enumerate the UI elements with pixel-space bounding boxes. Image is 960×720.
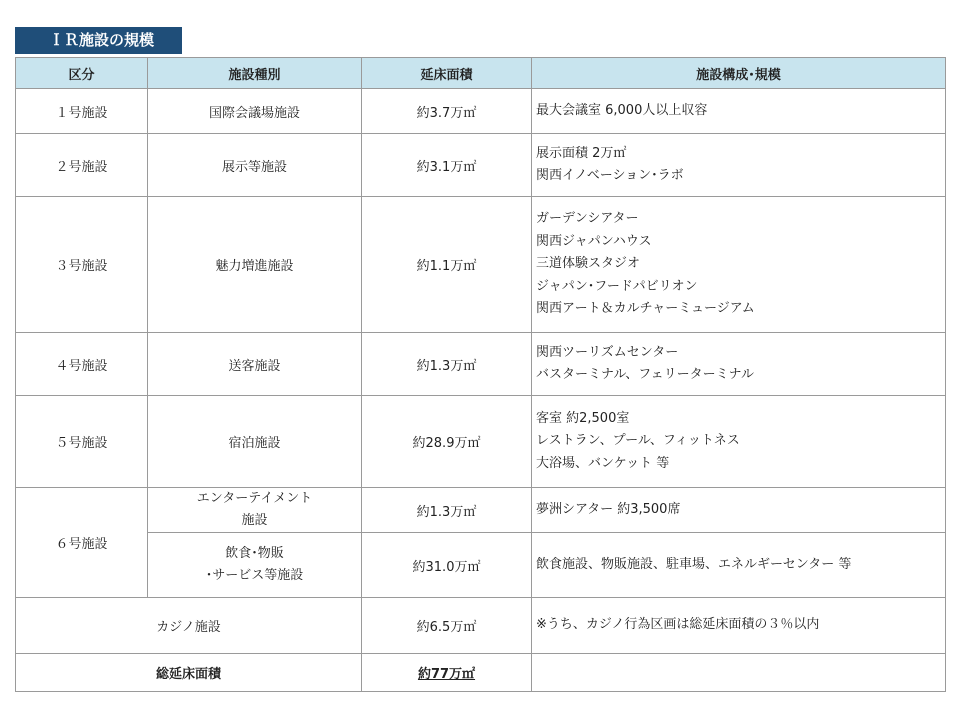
table-row [16, 89, 946, 134]
table-row [16, 598, 946, 654]
facility-scale-table [15, 57, 946, 692]
detail-line: ジャパン･フードパビリオン [536, 278, 698, 294]
area-cell: 約1.3万㎡ [362, 488, 532, 533]
detail-line: バスターミナル、フェリーターミナル [536, 367, 755, 382]
page-title: ＩＲ施設の規模 [15, 27, 182, 54]
detail-line: 大浴場、バンケット 等 [536, 455, 670, 471]
detail-line: 最大会議室 6,000人以上収容 [536, 102, 708, 118]
detail-cell [532, 396, 946, 488]
header-detail: 施設構成･規模 [532, 58, 946, 89]
empty-cell [532, 654, 946, 692]
kubun-cell: ３号施設 [16, 197, 148, 333]
total-label-cell: 総延床面積 [16, 654, 362, 692]
detail-line: 関西ジャパンハウス [536, 233, 652, 249]
detail-line: 夢洲シアター 約3,500席 [536, 501, 681, 517]
area-cell: 約1.1万㎡ [362, 197, 532, 333]
total-area-cell [362, 654, 532, 692]
shubetsu-cell: 展示等施設 [148, 134, 362, 197]
table-header-row [16, 58, 946, 89]
detail-line: 三道体験スタジオ [536, 256, 641, 272]
shubetsu-line: エンターテイメント [196, 491, 313, 506]
area-cell: 約1.3万㎡ [362, 333, 532, 396]
casino-label-cell: カジノ施設 [16, 598, 362, 654]
table-row [16, 396, 946, 488]
detail-line: 客室 約2,500室 [536, 410, 630, 426]
shubetsu-cell: 魅力増進施設 [148, 197, 362, 333]
shubetsu-cell [148, 488, 362, 533]
table-row [16, 197, 946, 333]
header-kubun: 区分 [16, 58, 148, 89]
header-area: 延床面積 [362, 58, 532, 89]
area-cell: 約31.0万㎡ [362, 533, 532, 598]
table-row [16, 134, 946, 197]
area-cell: 約28.9万㎡ [362, 396, 532, 488]
shubetsu-line: 施設 [241, 513, 268, 528]
detail-line: 関西イノベーション･ラボ [536, 168, 684, 183]
detail-cell [532, 197, 946, 333]
area-cell: 約6.5万㎡ [362, 598, 532, 654]
detail-cell [532, 533, 946, 598]
detail-cell [532, 333, 946, 396]
detail-cell [532, 134, 946, 197]
shubetsu-cell: 送客施設 [148, 333, 362, 396]
kubun-cell: １号施設 [16, 89, 148, 134]
header-shubetsu: 施設種別 [148, 58, 362, 89]
table-row [16, 333, 946, 396]
detail-line: 関西アート＆カルチャーミュージアム [536, 301, 755, 317]
shubetsu-cell: 国際会議場施設 [148, 89, 362, 134]
area-cell: 約3.7万㎡ [362, 89, 532, 134]
detail-cell [532, 598, 946, 654]
detail-line: ガーデンシアター [536, 211, 639, 227]
kubun-cell: ５号施設 [16, 396, 148, 488]
kubun-cell: ４号施設 [16, 333, 148, 396]
kubun-cell: ２号施設 [16, 134, 148, 197]
detail-line: 飲食施設、物販施設、駐車場、エネルギーセンター 等 [536, 556, 852, 572]
detail-line: レストラン、プール、フィットネス [536, 433, 740, 449]
shubetsu-cell [148, 533, 362, 598]
total-area-value: 約77万㎡ [417, 667, 476, 682]
kubun-cell: ６号施設 [16, 488, 148, 598]
shubetsu-line: 飲食･物販 [225, 546, 284, 561]
detail-cell [532, 89, 946, 134]
detail-cell [532, 488, 946, 533]
detail-line: 関西ツーリズムセンター [536, 344, 679, 360]
shubetsu-cell: 宿泊施設 [148, 396, 362, 488]
total-row [16, 654, 946, 692]
detail-line: ※うち、カジノ行為区画は総延床面積の３％以内 [536, 617, 820, 633]
table-row [16, 533, 946, 598]
detail-line: 展示面積 2万㎡ [536, 145, 627, 161]
area-cell: 約3.1万㎡ [362, 134, 532, 197]
table-row [16, 488, 946, 533]
shubetsu-line: ･サービス等施設 [205, 568, 304, 583]
